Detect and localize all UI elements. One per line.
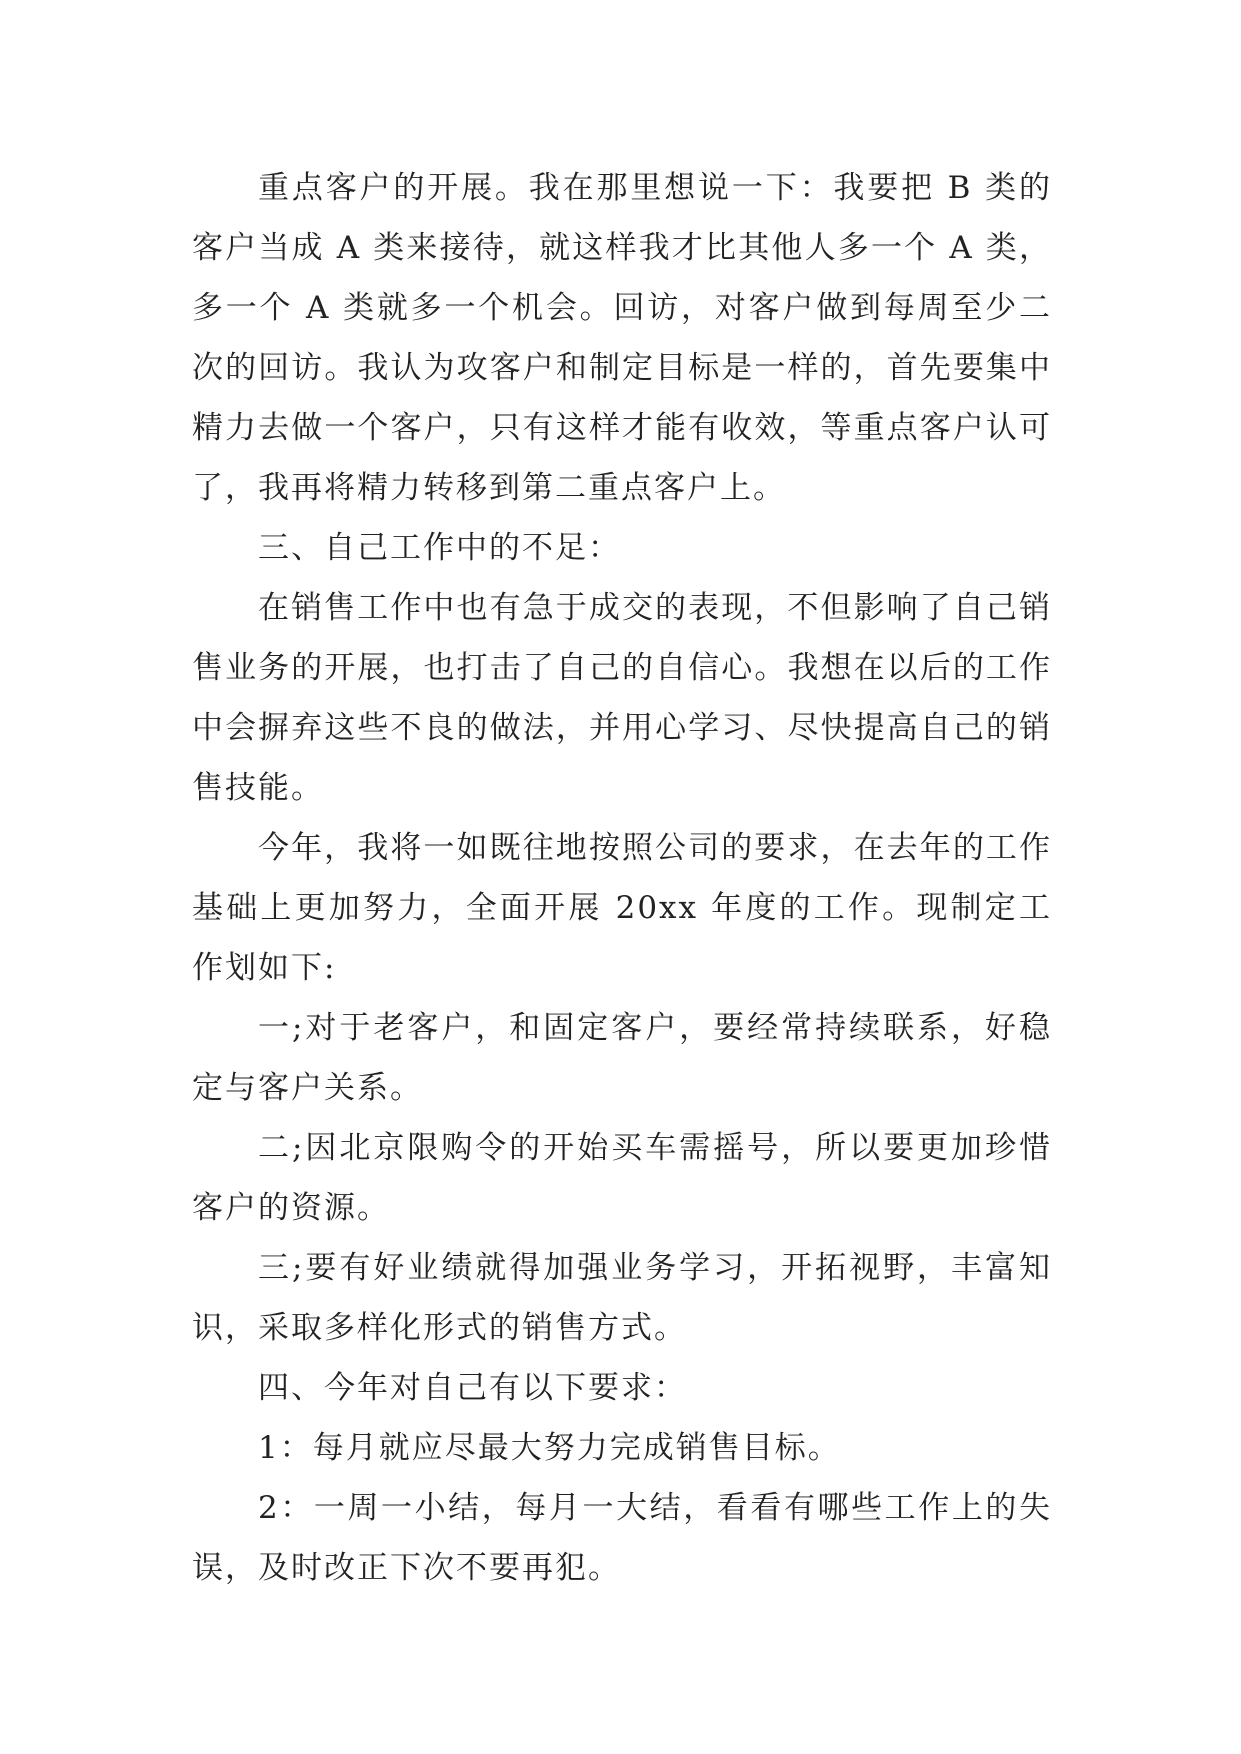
plan-item-1: 一;对于老客户，和固定客户，要经常持续联系，好稳定与客户关系。 xyxy=(192,1010,1052,1106)
heading-shortcomings: 三、自己工作中的不足： xyxy=(258,530,621,566)
paragraph-shortcomings: 在销售工作中也有急于成交的表现，不但影响了自己销售业务的开展，也打击了自己的自信心。我想在以后的工作中会摒弃这些不良的做法，并用心学习、尽快提高自己的销售技能。 xyxy=(192,590,1052,806)
document-body xyxy=(192,158,1052,1598)
plan-item-2: 二;因北京限购令的开始买车需摇号，所以要更加珍惜客户的资源。 xyxy=(192,1130,1052,1226)
paragraph-key-customers: 重点客户的开展。我在那里想说一下：我要把 B 类的客户当成 A 类来接待，就这样我才比其他人多一个 A 类，多一个 A 类就多一个机会。回访，对客户做到每周至少二次的回访。我认为攻客户和制定目标是一样的，首先要集中精力去做一个客户，只有这样才能有收效，等重点客户认可了，我再将精力转移到第二重点客户上。 xyxy=(192,170,1052,506)
heading-requirements: 四、今年对自己有以下要求： xyxy=(258,1370,687,1406)
paragraph-this-year-plan: 今年，我将一如既往地按照公司的要求，在去年的工作基础上更加努力，全面开展 20xx 年度的工作。现制定工作划如下: xyxy=(192,830,1052,986)
plan-item-3: 三;要有好业绩就得加强业务学习，开拓视野，丰富知识，采取多样化形式的销售方式。 xyxy=(192,1250,1052,1346)
requirement-item-1: 1：每月就应尽最大努力完成销售目标。 xyxy=(258,1430,841,1466)
requirement-item-2: 2：一周一小结，每月一大结，看看有哪些工作上的失误，及时改正下次不要再犯。 xyxy=(192,1490,1052,1586)
